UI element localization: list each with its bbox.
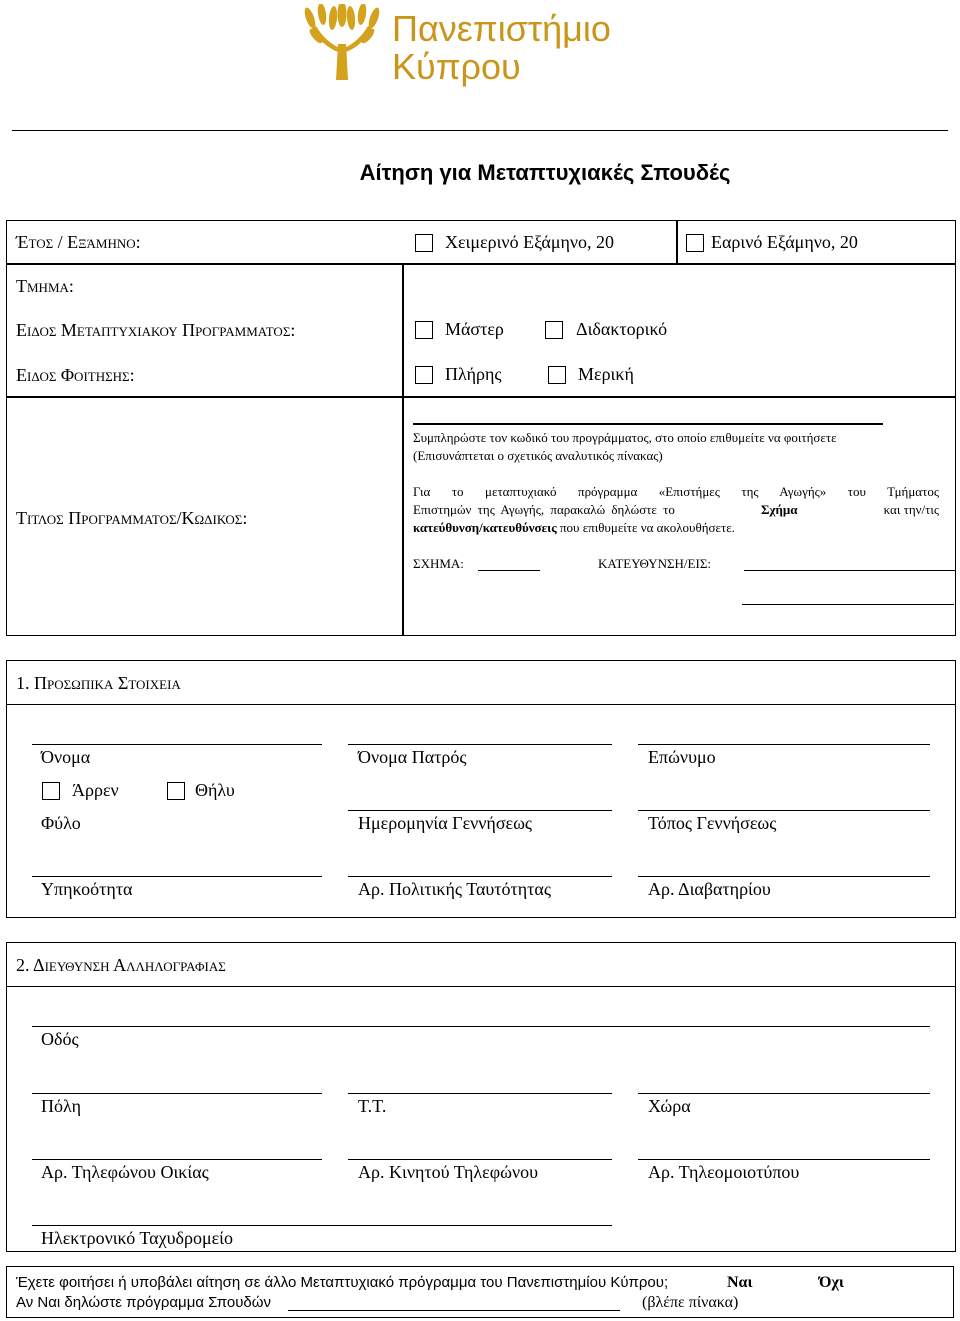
instruction-scheme-bold: Σχήμα <box>760 502 798 517</box>
part-time-label: Μερική <box>578 364 634 384</box>
header-divider <box>12 130 948 131</box>
gender-label: Φύλο <box>41 813 81 833</box>
previous-program-field[interactable] <box>288 1310 620 1311</box>
university-logo <box>300 4 645 87</box>
street-label: Οδός <box>41 1029 79 1049</box>
program-title-label: Τιτλος Προγραμματος/Κωδικος: <box>16 508 248 528</box>
table-column-divider <box>402 263 404 636</box>
part-time-checkbox[interactable] <box>548 366 566 384</box>
first-name-label: Όνομα <box>41 747 91 767</box>
country-field[interactable] <box>638 1093 930 1094</box>
mobile-phone-field[interactable] <box>348 1159 612 1160</box>
department-label: Τμημα: <box>16 276 74 296</box>
see-table-note: (βλέπε πίνακα) <box>642 1294 739 1311</box>
address-heading: 2. Διευθυνση Αλληλογραφιας <box>16 955 226 975</box>
postal-code-field[interactable] <box>348 1093 612 1094</box>
olive-tree-logo-icon <box>300 4 384 82</box>
yes-option[interactable]: Ναι <box>727 1274 753 1291</box>
scheme-field[interactable] <box>478 570 540 571</box>
birth-place-label: Τόπος Γεννήσεως <box>648 813 777 833</box>
postal-code-label: Τ.Τ. <box>358 1096 387 1116</box>
study-type-label: Ειδος Φοιτησης: <box>16 365 135 385</box>
surname-field[interactable] <box>638 744 930 745</box>
fax-label: Αρ. Τηλεομοιοτύπου <box>648 1162 800 1182</box>
instruction-education-line3 <box>413 520 735 536</box>
nationality-label: Υπηκοότητα <box>41 879 133 899</box>
street-field[interactable] <box>32 1026 930 1027</box>
id-number-label: Αρ. Πολιτικής Ταυτότητας <box>358 879 551 899</box>
birth-date-field[interactable] <box>348 810 612 811</box>
email-field[interactable] <box>32 1225 612 1226</box>
phd-checkbox[interactable] <box>545 321 563 339</box>
home-phone-label: Αρ. Τηλεφώνου Οικίας <box>41 1162 209 1182</box>
instruction-direction-bold: κατεύθυνση/κατευθύνσεις <box>413 520 557 535</box>
male-checkbox[interactable] <box>42 782 60 800</box>
surname-label: Επώνυμο <box>648 747 716 767</box>
program-code-field[interactable] <box>413 423 883 425</box>
spring-semester-label: Εαρινό Εξάμηνο, 20 <box>711 232 858 252</box>
if-yes-label: Αν Ναι δηλώστε πρόγραμμα Σπουδών <box>16 1294 271 1311</box>
direction-field-2[interactable] <box>742 604 954 605</box>
direction-label: ΚΑΤΕΥΘΥΝΣΗ/ΕΙΣ: <box>598 556 711 571</box>
father-name-field[interactable] <box>348 744 612 745</box>
winter-semester-checkbox[interactable] <box>415 234 433 252</box>
year-semester-label: Έτος / Εξάμηνο: <box>16 232 141 252</box>
birth-place-field[interactable] <box>638 810 930 811</box>
no-option[interactable]: Όχι <box>819 1274 844 1291</box>
form-title: Αίτηση για Μεταπτυχιακές Σπουδές <box>359 160 731 185</box>
instruction-education-line1: Για το μεταπτυχιακό πρόγραμμα «Επιστήμες της Αγωγής» του Τμήματος <box>413 484 939 499</box>
department-field[interactable] <box>404 266 954 306</box>
previous-application-question: Έχετε φοιτήσει ή υποβάλει αίτηση σε άλλο Μεταπτυχιακό πρόγραμμα του Πανεπιστημίου Κύπρου; <box>16 1274 669 1291</box>
full-time-checkbox[interactable] <box>415 366 433 384</box>
female-checkbox[interactable] <box>167 782 185 800</box>
scheme-label: ΣΧΗΜΑ: <box>413 556 464 571</box>
master-checkbox[interactable] <box>415 321 433 339</box>
instruction-line2-part1: Επιστημών της Αγωγής, παρακαλώ δηλώστε το <box>413 502 675 517</box>
full-time-label: Πλήρης <box>445 364 502 384</box>
id-number-field[interactable] <box>348 876 612 877</box>
personal-info-heading: 1. Προσωπικα Στοιχεια <box>16 673 181 693</box>
female-label: Θήλυ <box>195 780 235 800</box>
direction-field-1[interactable] <box>744 570 956 571</box>
program-type-label: Ειδος Μεταπτυχιακου Προγραμματος: <box>16 320 296 340</box>
university-name-line2: Κύπρου <box>392 46 521 87</box>
email-label: Ηλεκτρονικό Ταχυδρομείο <box>41 1228 234 1248</box>
male-label: Άρρεν <box>72 780 119 800</box>
university-name-line1: Πανεπιστήμιο <box>392 8 611 49</box>
home-phone-field[interactable] <box>32 1159 322 1160</box>
spring-semester-checkbox[interactable] <box>686 234 704 252</box>
city-label: Πόλη <box>41 1096 81 1116</box>
birth-date-label: Ημερομηνία Γεννήσεως <box>358 813 533 833</box>
city-field[interactable] <box>32 1093 322 1094</box>
passport-label: Αρ. Διαβατηρίου <box>648 879 771 899</box>
mobile-phone-label: Αρ. Κινητού Τηλεφώνου <box>358 1162 539 1182</box>
instruction-line3-part2: που επιθυμείτε να ακολουθήσετε. <box>559 520 735 535</box>
country-label: Χώρα <box>648 1096 691 1116</box>
first-name-field[interactable] <box>32 744 322 745</box>
fax-field[interactable] <box>638 1159 930 1160</box>
master-label: Μάστερ <box>445 319 504 339</box>
instruction-code-line1: Συμπληρώστε τον κωδικό του προγράμματος, στο οποίο επιθυμείτε να φοιτήσετε <box>413 430 837 445</box>
passport-field[interactable] <box>638 876 930 877</box>
nationality-field[interactable] <box>32 876 322 877</box>
phd-label: Διδακτορικό <box>576 319 668 339</box>
father-name-label: Όνομα Πατρός <box>358 747 467 767</box>
instruction-code-line2: (Επισυνάπτεται ο σχετικός αναλυτικός πίνακας) <box>413 448 663 463</box>
instruction-education-line2 <box>413 502 939 518</box>
winter-semester-label: Χειμερινό Εξάμηνο, 20 <box>445 232 615 252</box>
instruction-line2-part2: και την/τις <box>883 502 939 517</box>
